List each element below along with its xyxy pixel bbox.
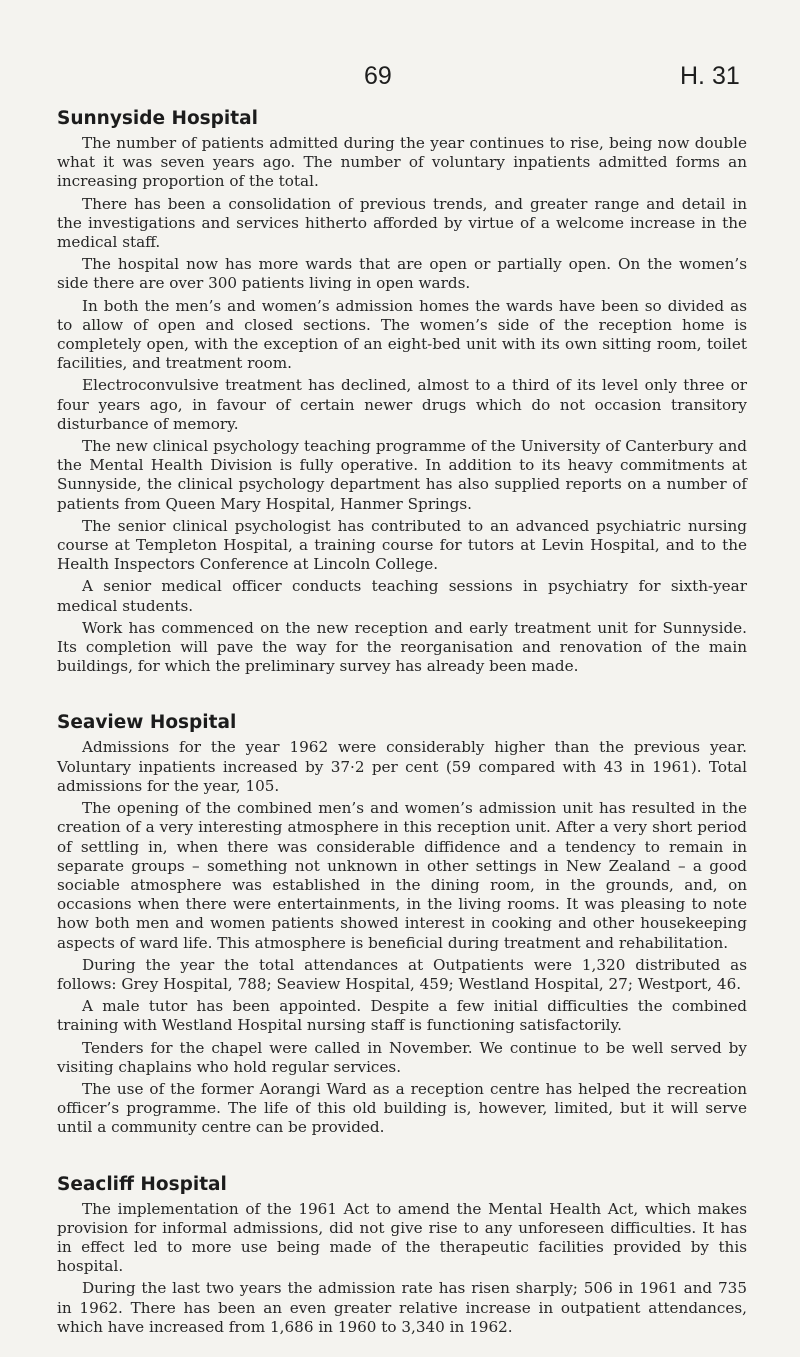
report-body bbox=[57, 108, 747, 1340]
paragraph: In both the men’s and women’s admission homes the wards have been so divided as to allow of open and closed sections. The women’s side of the reception home is completely open, with the exception of an eight-bed unit with its own sitting room, toilet facilities, and treatment room. bbox=[57, 296, 747, 373]
section-heading-seaview: Seaview Hospital bbox=[57, 712, 237, 734]
paragraph: Tenders for the chapel were called in November. We continue to be well served by visiting chaplains who hold regular services. bbox=[57, 1038, 747, 1076]
page-number: 69 bbox=[364, 62, 392, 90]
paragraph: The use of the former Aorangi Ward as a reception centre has helped the recreation officer’s programme. The life of this old building is, however, limited, but it will serve until a community centre can be provided. bbox=[57, 1079, 747, 1137]
section-heading-sunnyside: Sunnyside Hospital bbox=[57, 108, 258, 129]
paragraph: During the year the total attendances at Outpatients were 1,320 distributed as follows: Grey Hospital, 788; Seaview Hospital, 459; Westland Hospital, 27; Westport, 46. bbox=[57, 955, 747, 993]
paragraph: The new clinical psychology teaching programme of the University of Canterbury and the Mental Health Division is fully operative. In addition to its heavy commitments at Sunnyside, the clinical psychology department has also supplied reports on a number of patients from Queen Mary Hospital, Hanmer Springs. bbox=[57, 437, 747, 513]
paragraph: Work has commenced on the new reception and early treatment unit for Sunnyside. Its completion will pave the way for the reorganisation and renovation of the main buildings, for which the preliminary survey has already been made. bbox=[57, 618, 747, 676]
paragraph: The hospital now has more wards that are open or partially open. On the women’s side there are over 300 patients living in open wards. bbox=[57, 255, 747, 293]
paragraph: The opening of the combined men’s and women’s admission unit has resulted in the creation of a very interesting atmosphere in this reception unit. After a very short period of settling in, when there was considerable diffidence and a tendency to remain in separate groups – something not unknown in other settings in New Zealand – a good sociable atmosphere was established in the dining room, in the grounds, and, on occasions when there were entertainments, in the living rooms. It was pleasing to note how both men and women patients showed interest in cooking and other housekeeping aspects of ward life. This atmosphere is beneficial during treatment and rehabilitation. bbox=[57, 799, 747, 952]
paragraph: A senior medical officer conducts teaching sessions in psychiatry for sixth-year medical students. bbox=[57, 577, 747, 615]
paragraph: During the last two years the admission rate has risen sharply; 506 in 1961 and 735 in 1962. There has been an even greater relative increase in outpatient attendances, which have increased from 1,686 in 1960 to 3,340 in 1962. bbox=[57, 1279, 747, 1336]
section-heading-seacliff: Seacliff Hospital bbox=[57, 1173, 227, 1195]
paragraph: The number of patients admitted during the year continues to rise, being now double what it was seven years ago. The number of voluntary inpatients admitted forms an increasing proportion of the total. bbox=[57, 134, 747, 191]
paragraph: The senior clinical psychologist has contributed to an advanced psychiatric nursing course at Templeton Hospital, a training course for tutors at Levin Hospital, and to the Health Inspectors Conference at Lincoln College. bbox=[57, 516, 747, 574]
paragraph: The implementation of the 1961 Act to amend the Mental Health Act, which makes provision for informal admissions, did not give rise to any unforeseen difficulties. It has in effect led to more use being made of the therapeutic facilities provided by this hospital. bbox=[57, 1199, 747, 1276]
document-reference: H. 31 bbox=[680, 62, 740, 90]
page-header bbox=[0, 62, 800, 102]
paragraph: There has been a consolidation of previous trends, and greater range and detail in the investigations and services hitherto afforded by virtue of a welcome increase in the medical staff. bbox=[57, 194, 747, 252]
paragraph: A male tutor has been appointed. Despite a few initial difficulties the combined training with Westland Hospital nursing staff is functioning satisfactorily. bbox=[57, 997, 747, 1035]
paragraph: Admissions for the year 1962 were considerably higher than the previous year. Voluntary inpatients increased by 37·2 per cent (59 compared with 43 in 1961). Total admissions for the year, 105. bbox=[57, 738, 747, 795]
paragraph: Electroconvulsive treatment has declined, almost to a third of its level only three or four years ago, in favour of certain newer drugs which do not occasion transitory disturbance of memory. bbox=[57, 376, 747, 433]
